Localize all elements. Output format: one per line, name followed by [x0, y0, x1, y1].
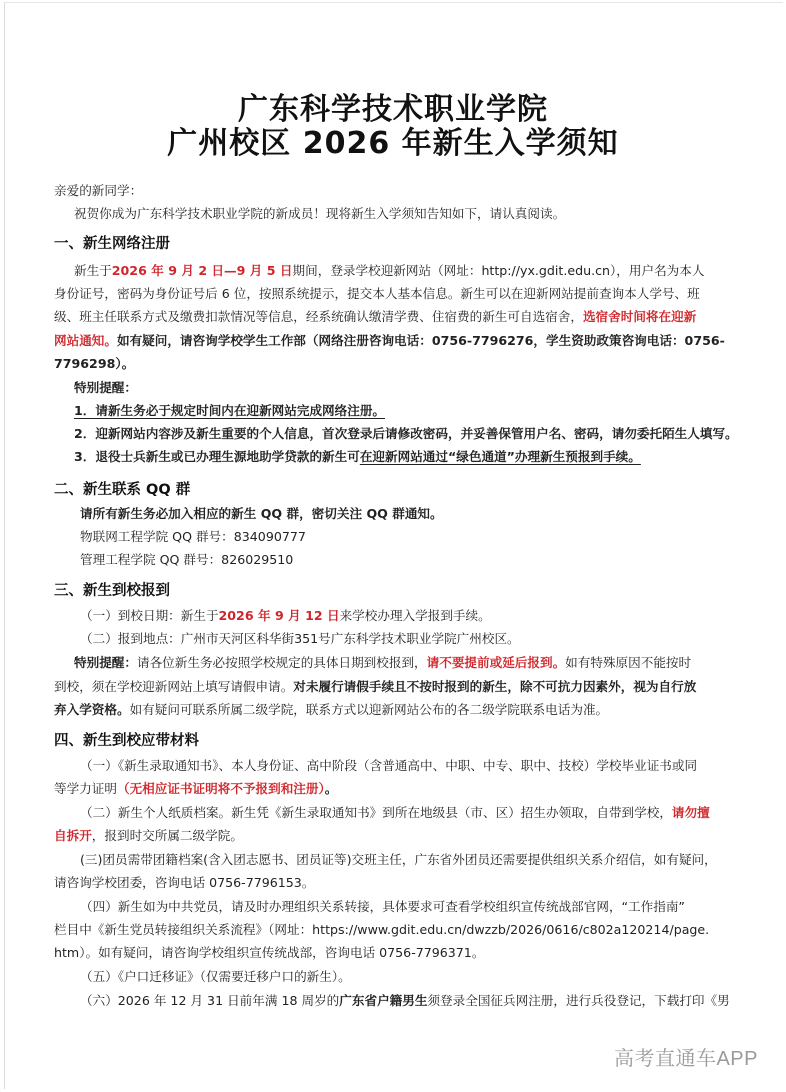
s1-note-2: 2．迎新网站内容涉及新生重要的个人信息，首次登录后请修改密码，并妥善保管用户名、密码，请勿委托陌生人填写。	[74, 426, 738, 441]
s4-item2-line1: （二）新生个人纸质档案。新生凭《新生录取通知书》到所在地级县（市、区）招生办领取，自带到学校，请勿擅	[80, 805, 710, 820]
doc-title-line2: 广州校区 2026 年新生入学须知	[167, 126, 619, 161]
s3-location: （二）报到地点：广州市天河区科华街351号广东科学技术职业学院广州校区。	[80, 631, 520, 646]
s4-item5: （五）《户口迁移证》（仅需要迁移户口的新生）。	[80, 969, 351, 984]
s1-para-line1: 新生于2026 年 9 月 2 日—9 月 5 日期间，登录学校迎新网站（网址：http://yx.gdit.edu.cn），用户名为本人	[74, 263, 705, 278]
greeting: 亲爱的新同学：	[54, 183, 143, 198]
s2-para: 请所有新生务必加入相应的新生 QQ 群，密切关注 QQ 群通知。	[80, 506, 443, 521]
intro: 祝贺你成为广东科学技术职业学院的新成员！现将新生入学须知告知如下，请认真阅读。	[74, 206, 566, 221]
s1-para-line4: 网站通知。如有疑问，请咨询学校学生工作部（网络注册咨询电话：0756-7796276，学生资助政策咨询电话：0756-	[54, 333, 725, 348]
s4-item4-line2: 栏目中《新生党员转接组织关系流程》（网址：https://www.gdit.edu.cn/dwzzb/2026/0616/c802a120214/page.	[54, 922, 710, 937]
section4-heading: 四、新生到校应带材料	[54, 733, 199, 749]
s3-note-line2: 到校，须在学校迎新网站上填写请假申请。对未履行请假手续且不按时报到的新生，除不可抗力因素外，视为自行放	[54, 679, 697, 694]
s1-para-line2: 身份证号，密码为身份证号后 6 位，按照系统提示，提交本人基本信息。新生可以在迎新网站提前查询本人学号、班	[54, 286, 700, 301]
s4-item3-line1: (三)团员需带团籍档案(含入团志愿书、团员证等)交班主任，广东省外团员还需要提供组织关系介绍信，如有疑问，	[80, 852, 717, 867]
section3-heading: 三、新生到校报到	[54, 583, 170, 599]
s2-group-2: 管理工程学院 QQ 群号：826029510	[80, 552, 294, 567]
s4-item6-line1: （六）2026 年 12 月 31 日前年满 18 周岁的广东省户籍男生须登录全国征兵网注册，进行兵役登记，下载打印《男	[80, 993, 730, 1008]
s1-para-line5: 7796298）。	[54, 356, 135, 371]
s2-group-1: 物联网工程学院 QQ 群号：834090777	[80, 529, 306, 544]
s4-item4-line1: （四）新生如为中共党员，请及时办理组织关系转接，具体要求可查看学校组织宣传统战部官网，“工作指南”	[80, 899, 685, 914]
s3-note-line1: 特别提醒：请各位新生务必按照学校规定的具体日期到校报到，请不要提前或延后报到。如有特殊原因不能按时	[74, 655, 692, 670]
section2-heading: 二、新生联系 QQ 群	[54, 482, 191, 498]
section1-heading: 一、新生网络注册	[54, 236, 170, 252]
s3-note-line3: 弃入学资格。如有疑问可联系所属二级学院，联系方式以迎新网站公布的各二级学院联系电话为准。	[54, 702, 609, 717]
s1-note-1: 1．请新生务必于规定时间内在迎新网站完成网络注册。	[74, 403, 386, 418]
watermark: 高考直通车APP	[613, 1048, 758, 1070]
s4-item2-line2: 自拆开，报到时交所属二级学院。	[54, 828, 243, 843]
s1-note-3: 3．退役士兵新生或已办理生源地助学贷款的新生可在迎新网站通过“绿色通道”办理新生预报到手续。	[74, 449, 641, 464]
s1-para-line3: 级、班主任联系方式及缴费扣款情况等信息，经系统确认缴清学费、住宿费的新生可自选宿舍，选宿舍时间将在迎新	[54, 309, 697, 324]
doc-title-line1: 广东科学技术职业学院	[238, 92, 548, 127]
s3-date: （一）到校日期：新生于2026 年 9 月 12 日来学校办理入学报到手续。	[80, 608, 491, 623]
s4-item3-line2: 请咨询学校团委，咨询电话 0756-7796153。	[54, 875, 315, 890]
s4-item4-line3: htm）。如有疑问，请咨询学校组织宣传统战部，咨询电话 0756-7796371。	[54, 945, 485, 960]
s1-note-label: 特别提醒：	[74, 380, 137, 395]
s4-item1-line2: 等学力证明（无相应证书证明将不予报到和注册）。	[54, 781, 338, 796]
s4-item1-line1: （一）《新生录取通知书》、本人身份证、高中阶段（含普通高中、中职、中专、职中、技校）学校毕业证书或同	[80, 758, 698, 773]
